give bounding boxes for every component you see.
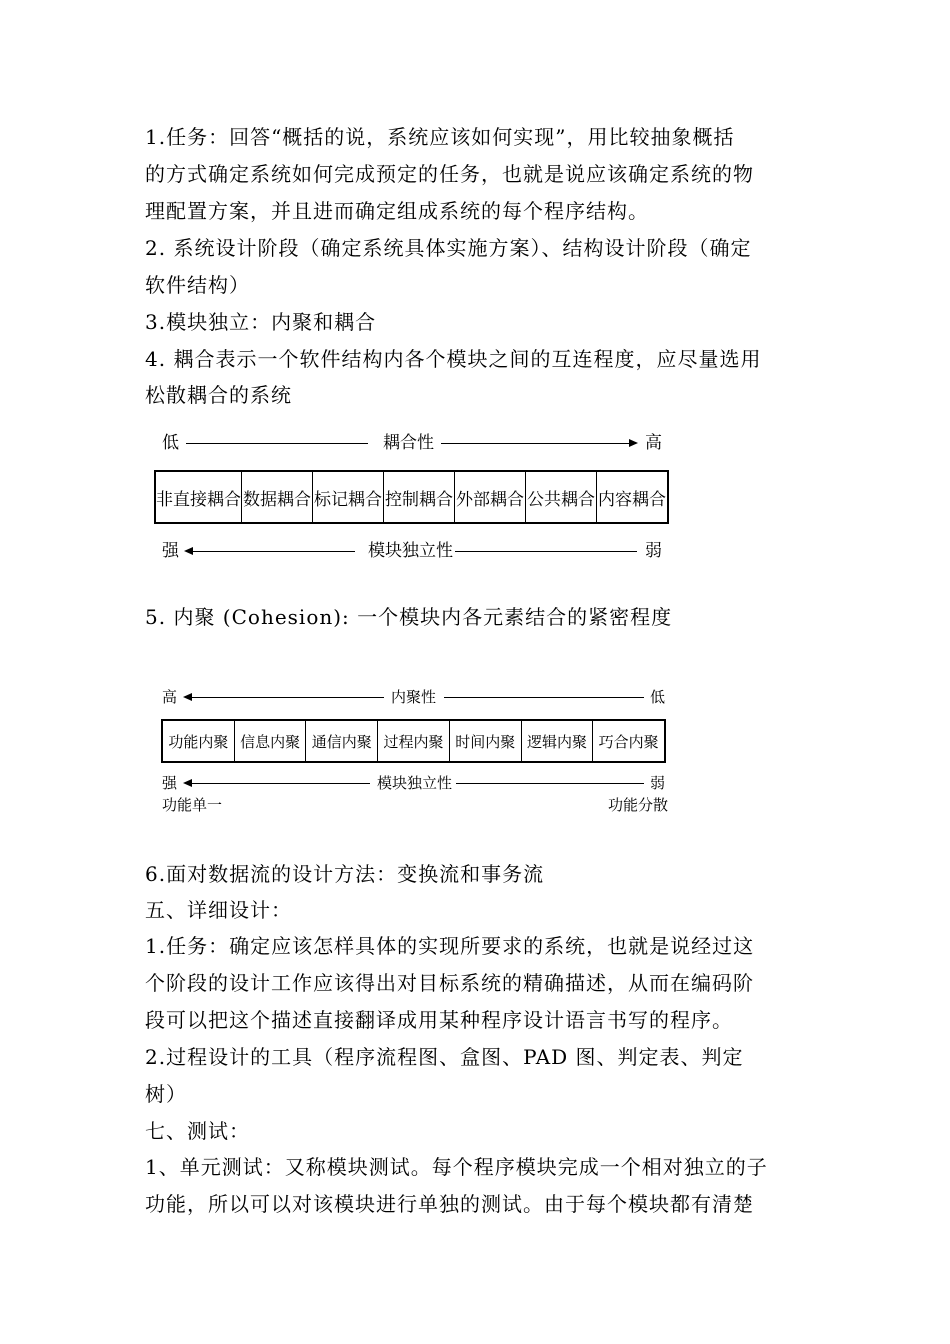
coupling-cell: 外部耦合: [455, 472, 526, 522]
cohesion-cell: 逻辑内聚: [522, 721, 594, 761]
paragraph-5: 5. 内聚 (Cohesion): 一个模块内各元素结合的紧密程度: [145, 605, 673, 629]
paragraph-4-line-2: 松散耦合的系统: [145, 383, 292, 407]
coupling-cell: 内容耦合: [598, 489, 666, 510]
cohesion-cell: 过程内聚: [378, 721, 450, 761]
coupling-axis-line-left: [186, 443, 368, 444]
coupling-cell: 标记耦合: [313, 472, 384, 522]
paragraph-8-line-1: 2.过程设计的工具（程序流程图、盒图、PAD 图、判定表、判定: [145, 1045, 744, 1069]
cohesion-cell: 信息内聚: [235, 721, 307, 761]
coupling-high-label: 高: [645, 433, 662, 453]
paragraph-9-line-1: 1、单元测试：又称模块测试。每个程序模块完成一个相对独立的子: [145, 1155, 768, 1179]
single-function-label: 功能单一: [162, 796, 223, 814]
paragraph-7-line-2: 个阶段的设计工作应该得出对目标系统的精确描述，从而在编码阶: [145, 971, 754, 995]
paragraph-1-line-2: 的方式确定系统如何完成预定的任务，也就是说应该确定系统的物: [145, 162, 754, 186]
independence-axis-line-right: [456, 783, 644, 784]
section-heading-5: 五、详细设计：: [145, 898, 292, 922]
independence-axis-label: 模块独立性: [377, 774, 453, 792]
coupling-axis-label: 耦合性: [383, 433, 434, 453]
coupling-strong-label: 强: [162, 541, 179, 561]
independence-axis-line-left: [192, 783, 370, 784]
independence-axis-line-right: [455, 551, 637, 552]
arrow-left-icon: [184, 547, 193, 555]
cohesion-axis-label: 内聚性: [391, 688, 437, 706]
cohesion-axis-line-left: [192, 697, 384, 698]
coupling-cell: 数据耦合: [242, 472, 313, 522]
independence-axis-line-left: [193, 551, 355, 552]
arrow-left-icon: [183, 693, 192, 701]
paragraph-1-line-3: 理配置方案，并且进而确定组成系统的每个程序结构。: [145, 199, 649, 223]
cohesion-cell: 通信内聚: [306, 721, 378, 761]
independence-axis-label: 模块独立性: [368, 541, 453, 561]
coupling-cell: 非直接耦合: [156, 472, 242, 522]
paragraph-2-line-1: 2. 系统设计阶段（确定系统具体实施方案）、结构设计阶段（确定: [145, 236, 752, 260]
cohesion-cell: 巧合内聚: [598, 732, 659, 751]
arrow-left-icon: [183, 779, 192, 787]
section-heading-7: 七、测试：: [145, 1119, 250, 1143]
paragraph-1-line-1: 1.任务：回答“概括的说，系统应该如何实现”，用比较抽象概括: [145, 125, 735, 149]
cohesion-types-table: [161, 719, 666, 763]
coupling-types-table: [154, 470, 669, 524]
cohesion-cell: 功能内聚: [163, 721, 235, 761]
cohesion-high-label: 高: [162, 688, 178, 706]
paragraph-8-line-2: 树）: [145, 1082, 187, 1106]
cohesion-weak-label: 弱: [650, 774, 666, 792]
paragraph-2-line-2: 软件结构）: [145, 273, 250, 297]
paragraph-7-line-3: 段可以把这个描述直接翻译成用某种程序设计语言书写的程序。: [145, 1008, 733, 1032]
arrow-right-icon: [629, 439, 638, 447]
coupling-cell: 公共耦合: [526, 472, 597, 522]
coupling-weak-label: 弱: [645, 541, 662, 561]
cohesion-low-label: 低: [650, 688, 666, 706]
paragraph-6: 6.面对数据流的设计方法：变换流和事务流: [145, 862, 545, 886]
scattered-function-label: 功能分散: [608, 796, 669, 814]
cohesion-strong-label: 强: [162, 774, 178, 792]
paragraph-9-line-2: 功能，所以可以对该模块进行单独的测试。由于每个模块都有清楚: [145, 1192, 754, 1216]
paragraph-7-line-1: 1.任务：确定应该怎样具体的实现所要求的系统，也就是说经过这: [145, 934, 755, 958]
paragraph-3: 3.模块独立：内聚和耦合: [145, 310, 377, 334]
cohesion-cell: 时间内聚: [450, 721, 522, 761]
coupling-axis-line-right: [441, 443, 629, 444]
cohesion-axis-line-right: [444, 697, 644, 698]
coupling-cell: 控制耦合: [384, 472, 455, 522]
coupling-low-label: 低: [162, 433, 179, 453]
paragraph-4-line-1: 4. 耦合表示一个软件结构内各个模块之间的互连程度，应尽量选用: [145, 347, 762, 371]
